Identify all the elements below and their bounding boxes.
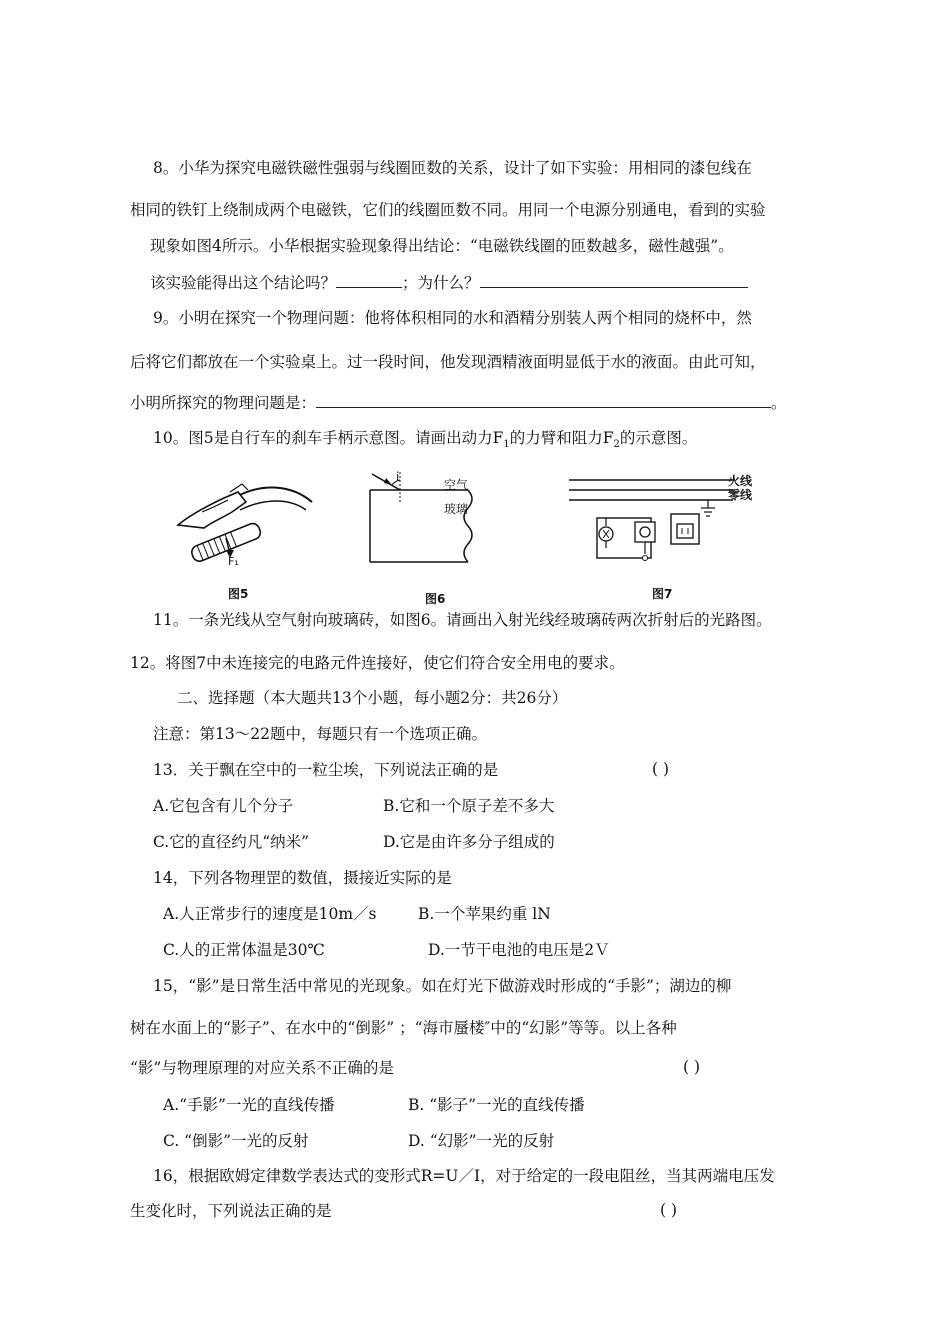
fig6-air-label: 空气	[444, 478, 469, 492]
fig6-caption: 图6	[425, 592, 446, 606]
q8-line2: 相同的铁钉上绕制成两个电磁铁，它们的线圈匝数不同。用同一个电源分别通电，看到的实验	[130, 201, 766, 219]
figure-6-glass-block	[368, 470, 488, 580]
q9-period: 。	[771, 394, 787, 412]
q15-answer-paren[interactable]: ( )	[683, 1058, 701, 1076]
section2-note: 注意：第13～22题中，每题只有一个选项正确。	[153, 725, 487, 743]
fig7-neutral-label: 零线	[728, 488, 753, 502]
q15-line3: “影”与物理原理的对应关系不正确的是	[130, 1059, 394, 1077]
q9-line1: 9。小明在探究一个物理问题：他将体积相同的水和酒精分别装人两个相同的烧杯中，然	[153, 309, 752, 327]
q15-option-c: C. “倒影”一光的反射	[163, 1132, 309, 1150]
q9-line2: 后将它们都放在一个实验桌上。过一段时间，他发现酒精液面明显低于水的液面。由此可知，	[130, 353, 766, 371]
q16-answer-paren[interactable]: ( )	[660, 1201, 678, 1219]
q13-option-b: B.它和一个原子差不多大	[383, 797, 555, 815]
q13-answer-paren[interactable]: ( )	[652, 760, 670, 778]
q13-option-d: D.它是由许多分子组成的	[383, 833, 555, 851]
q11-text: 11。一条光线从空气射向玻璃砖，如图6。请画出入射光线经玻璃砖两次折射后的光路图。	[153, 611, 772, 629]
q8-line1: 8。小华为探究电磁铁磁性强弱与线圈匝数的关系，设计了如下实验：用相同的漆包线在	[153, 159, 752, 177]
q10-sub2: 2	[613, 439, 620, 451]
figure-7-circuit	[565, 472, 735, 572]
figure-5-brake-handle	[172, 470, 317, 575]
q14-option-d: D.一节干电池的电压是2Ｖ	[428, 941, 610, 959]
q13-option-a: A.它包含有儿个分子	[153, 797, 294, 815]
q8-why: ；为什么？	[402, 274, 480, 292]
q14-option-a: A.人正常步行的速度是10m／s	[163, 905, 377, 923]
q10-text-b: 的力臂和阻力F	[509, 429, 614, 447]
fig6-glass-label: 玻璃	[444, 502, 469, 516]
q14-stem: 14，下列各物理罡的数值，摄接近实际的是	[153, 869, 452, 887]
q10-text-c: 的示意图。	[619, 429, 698, 447]
q9-line3	[130, 392, 787, 413]
q12-text: 12。将图7中未连接完的电路元件连接好，使它们符合安全用电的要求。	[130, 654, 625, 672]
q15-option-d: D. “幻影”一光的反射	[408, 1132, 555, 1150]
q13-stem: 13．关于飘在空中的一粒尘埃，下列说法正确的是	[153, 761, 499, 779]
fig5-caption: 图5	[228, 587, 249, 601]
q8-reason-blank[interactable]	[480, 272, 748, 288]
q14-option-c: C.人的正常体温是30℃	[163, 941, 325, 959]
q10-text-a: 10。图5是自行车的刹车手柄示意图。请画出动力F	[153, 429, 504, 447]
q16-line2: 生变化时，下列说法正确的是	[130, 1202, 332, 1220]
switch-icon	[635, 522, 655, 542]
socket-icon	[677, 524, 693, 538]
q13-option-c: C.它的直径约凡“纳米”	[153, 833, 310, 851]
fig5-force-label: F₁	[228, 555, 239, 568]
q15-line1: 15，“影”是日常生活中常见的光现象。如在灯光下做游戏时形成的“手影”；湖边的柳	[153, 977, 732, 995]
fig6-angle-label: i	[396, 470, 400, 484]
q9-prompt: 小明所探究的物理问题是：	[130, 394, 317, 412]
q15-option-a: A.“手影”一光的直线传播	[163, 1096, 335, 1114]
q8-question: 该实验能得出这个结论吗？	[150, 274, 337, 292]
section2-title: 二、选择题（本大题共13个小题，每小题2分：共26分）	[177, 689, 568, 707]
fig7-live-label: 火线	[728, 474, 753, 488]
q10-text	[153, 428, 697, 455]
q9-answer-blank[interactable]	[316, 392, 771, 408]
q15-option-b: B. “影子”一光的直线传播	[408, 1096, 585, 1114]
q15-line2: 树在水面上的“影子”、在水中的“倒影” ；“海市蜃楼″中的“幻影”等等。以上各种	[130, 1019, 677, 1037]
q16-line1: 16，根据欧姆定律数学表达式的变形式R=U／I，对于给定的一段电阻丝，当其两端电压发	[153, 1167, 775, 1185]
q8-answer-blank[interactable]	[336, 272, 402, 288]
fig7-caption: 图7	[652, 587, 673, 601]
q10-sub1: 1	[503, 439, 510, 451]
q8-line3: 现象如图4所示。小华根据实验现象得出结论：“电磁铁线圈的匝数越多，磁性越强”。	[150, 237, 734, 255]
q14-option-b: B.一个苹果约重 lN	[418, 905, 551, 923]
q8-line4	[150, 272, 748, 293]
